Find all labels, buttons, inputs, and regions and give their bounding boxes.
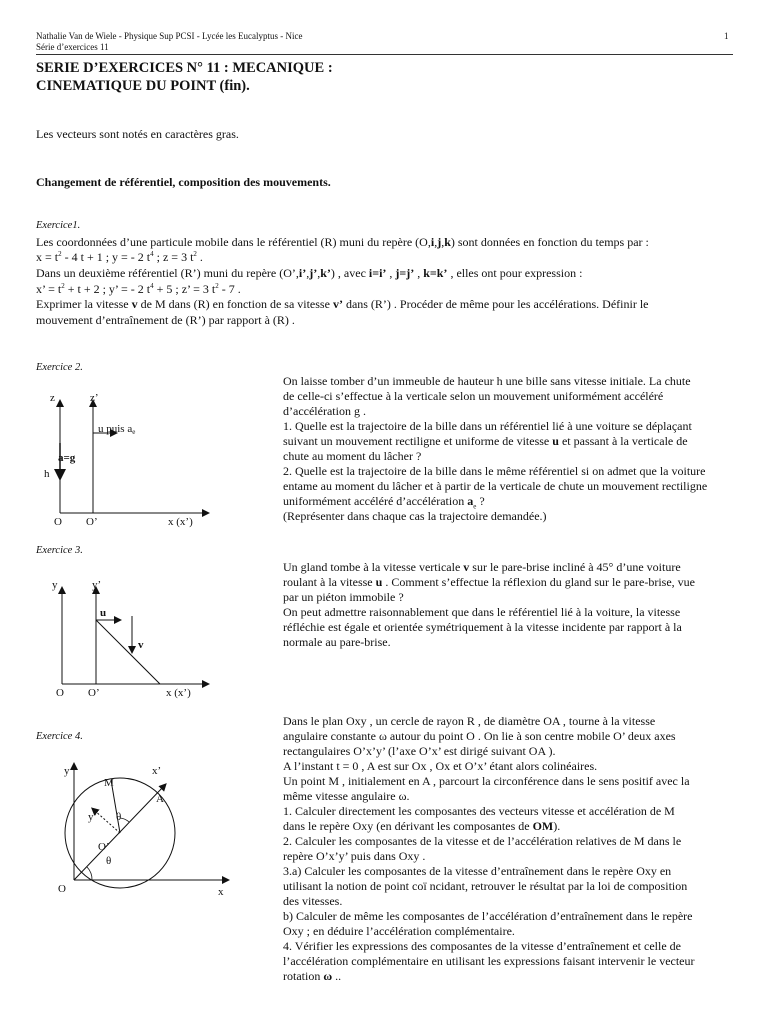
- ex1-line-5: Exprimer la vitesse v de M dans (R) en fonction de sa vitesse v’ dans (R’) . Procéder de même pour les accélérations. Définir le: [36, 297, 649, 311]
- ex4-line: 1. Calculer directement les composantes des vecteurs vitesse et accélération de M: [283, 804, 675, 818]
- ex4-line: Dans le plan Oxy , un cercle de rayon R , de diamètre OA , tourne à la vitesse: [283, 714, 656, 728]
- u-label: u: [100, 607, 107, 619]
- exercise-1-label: Exercice1.: [36, 220, 81, 231]
- page-title-line-1: SERIE D’EXERCICES N° 11 : MECANIQUE :: [36, 60, 333, 76]
- angle-arc-M: [120, 818, 129, 822]
- ex2-line: d’accélération g .: [283, 404, 366, 418]
- ex3-line: On peut admettre raisonnablement que dans le référentiel lié à la voiture, la vitesse: [283, 605, 681, 619]
- ex3-line: réfléchie est égale et orientée symétriquement à la vitesse incidente par rapport à la: [283, 620, 682, 634]
- ex4-line: utilisant la notion de point coï ncidant, retrouver le résultat par la loi de composition: [283, 879, 688, 893]
- ex1-line-2: $x = t^2 - 4$ t + 1 ; y = - 2 $t^4$ ; z = 3 $t^2$ .: [36, 250, 203, 264]
- y-label: y: [52, 579, 58, 591]
- windshield-line: [96, 620, 160, 684]
- ex3-text: [283, 560, 743, 650]
- ex1-line-6: mouvement d’entraînement de (R’) par rapport à (R) .: [36, 313, 295, 327]
- ex2-line: suivant un mouvement rectiligne et uniforme de vitesse u et passant à la verticale de: [283, 434, 688, 448]
- ex4-line: rectangulaires O’x’y’ (l’axe O’x’ est dirigé suivant OA ).: [283, 744, 556, 758]
- exercise-3-label: Exercice 3.: [36, 545, 83, 556]
- x-axis-label: x (x’): [168, 516, 193, 528]
- ex4-line: A l’instant t = 0 , A est sur Ox , Ox et O’x’ étant alors colinéaires.: [283, 759, 598, 773]
- ex4-line: 4. Vérifier les expressions des composantes de la vitesse d’entraînement et celle de: [283, 939, 681, 953]
- M-label: M: [104, 777, 114, 789]
- header-rule: [36, 54, 733, 55]
- ex4-line: des vitesses.: [283, 894, 343, 908]
- exercise-4-label: Exercice 4.: [36, 731, 83, 742]
- ex2-line: chute au moment du lâcher ?: [283, 449, 422, 463]
- ex2-line: On laisse tomber d’un immeuble de hauteur h une bille sans vitesse initiale. La chute: [283, 374, 691, 388]
- origin-O-label: O: [54, 516, 62, 528]
- theta-label: θ: [116, 811, 122, 823]
- ex3-figure: [36, 572, 236, 700]
- ex2-line: uniformément accéléré d’accélération $a_e$ ?: [283, 494, 485, 511]
- origin-O-prime-label: O’: [86, 516, 98, 528]
- h-label: h: [44, 468, 50, 480]
- intro-text: Les vecteurs sont notés en caractères gras.: [36, 127, 239, 141]
- ex4-line: dans le repère Oxy (en dérivant les composantes de OM).: [283, 819, 561, 833]
- page-title-line-2: CINEMATIQUE DU POINT (fin).: [36, 78, 250, 94]
- v-label: v: [138, 639, 144, 651]
- ex4-line: 3.a) Calculer les composantes de la vitesse d’entraînement dans le repère Oxy en: [283, 864, 672, 878]
- ex4-text: [283, 714, 743, 984]
- ex4-line: l’accélération complémentaire en utilisant les expressions faisant intervenir le vecteur: [283, 954, 695, 968]
- ex2-line: 2. Quelle est la trajectoire de la bille dans le même référentiel si on admet que la voiture: [283, 464, 706, 478]
- y-prime-label: y’: [92, 579, 102, 591]
- ex4-line: même vitesse angulaire ω.: [283, 789, 410, 803]
- ex4-figure: [36, 752, 246, 902]
- ex1-line-1: Les coordonnées d’une particule mobile dans le référentiel (R) muni du repère (O,i,j,k) sont données en fonction du temps par :: [36, 235, 649, 249]
- ex1-line-4: x’ = $t^2 + t + 2$ ; y’ = - 2 $t^4 + 5$ ; z’ = 3 $t^2 - 7$ .: [36, 282, 241, 296]
- origin-O-label: O: [58, 883, 66, 895]
- ex2-text: [283, 374, 743, 524]
- section-title: Changement de référentiel, composition des mouvements.: [36, 175, 331, 189]
- x-axis-label: x (x’): [166, 687, 191, 699]
- ex2-line: (Représenter dans chaque cas la trajectoire demandée.): [283, 509, 547, 523]
- ex2-line: 1. Quelle est la trajectoire de la bille dans un référentiel lié à une voiture se déplaçant: [283, 419, 692, 433]
- page-number: 1: [724, 31, 729, 41]
- ex4-line: Oxy ; en déduire l’accélération complémentaire.: [283, 924, 515, 938]
- origin-O-prime-label: O’: [88, 687, 100, 699]
- z-prime-label: z’: [90, 392, 99, 404]
- theta-label: θ: [106, 855, 112, 867]
- A-label: A: [156, 793, 164, 805]
- ex4-line: b) Calculer de même les composantes de l’accélération d’entraînement dans le repère: [283, 909, 693, 923]
- x-label: x: [218, 886, 224, 898]
- z-label: z: [50, 392, 55, 404]
- ex3-line: normale au pare-brise.: [283, 635, 391, 649]
- ex4-line: rotation ω ..: [283, 969, 342, 983]
- a-g-label: a=g: [58, 452, 76, 464]
- u-puis-ae-label: u puis ae: [98, 423, 136, 436]
- ex3-line: roulant à la vitesse u . Comment s’effectue la réflexion du gland sur le pare-brise, vue: [283, 575, 695, 589]
- O-prime-label: O’: [98, 841, 110, 853]
- exercise-2-label: Exercice 2.: [36, 362, 83, 373]
- ex4-line: Un point M , initialement en A , parcourt la circonférence dans le sens positif avec la: [283, 774, 690, 788]
- ex2-line: entame au moment du lâcher et à partir de la verticale de chute un mouvement rectiligne: [283, 479, 708, 493]
- ex4-line: repère O’x’y’ puis dans Oxy .: [283, 849, 426, 863]
- header-series-line: Série d’exercices 11: [36, 42, 109, 52]
- ex4-line: angulaire constante ω autour du point O . On lie à son centre mobile O’ deux axes: [283, 729, 676, 743]
- ex3-line: par un piéton immobile ?: [283, 590, 404, 604]
- ex3-line: Un gland tombe à la vitesse verticale v sur le pare-brise incliné à 45° d’une voiture: [283, 560, 681, 574]
- ex4-line: 2. Calculer les composantes de la vitesse et de l’accélération relatives de M dans le: [283, 834, 682, 848]
- x-prime-axis: [74, 786, 164, 880]
- ex2-figure: [36, 385, 236, 530]
- x-prime-label: x’: [152, 765, 162, 777]
- origin-O-label: O: [56, 687, 64, 699]
- y-prime-label: y’: [88, 811, 98, 823]
- header-author-line: Nathalie Van de Wiele - Physique Sup PCSI - Lycée les Eucalyptus - Nice: [36, 31, 303, 41]
- ex1-line-3: Dans un deuxième référentiel (R’) muni du repère (O’,i’,j’,k’) , avec i=i’ , j=j’ , k=k’ , elles ont pour expression :: [36, 266, 583, 280]
- y-label: y: [64, 765, 70, 777]
- ex2-line: de celle-ci s’effectue à la verticale selon un mouvement uniformément accéléré: [283, 389, 664, 403]
